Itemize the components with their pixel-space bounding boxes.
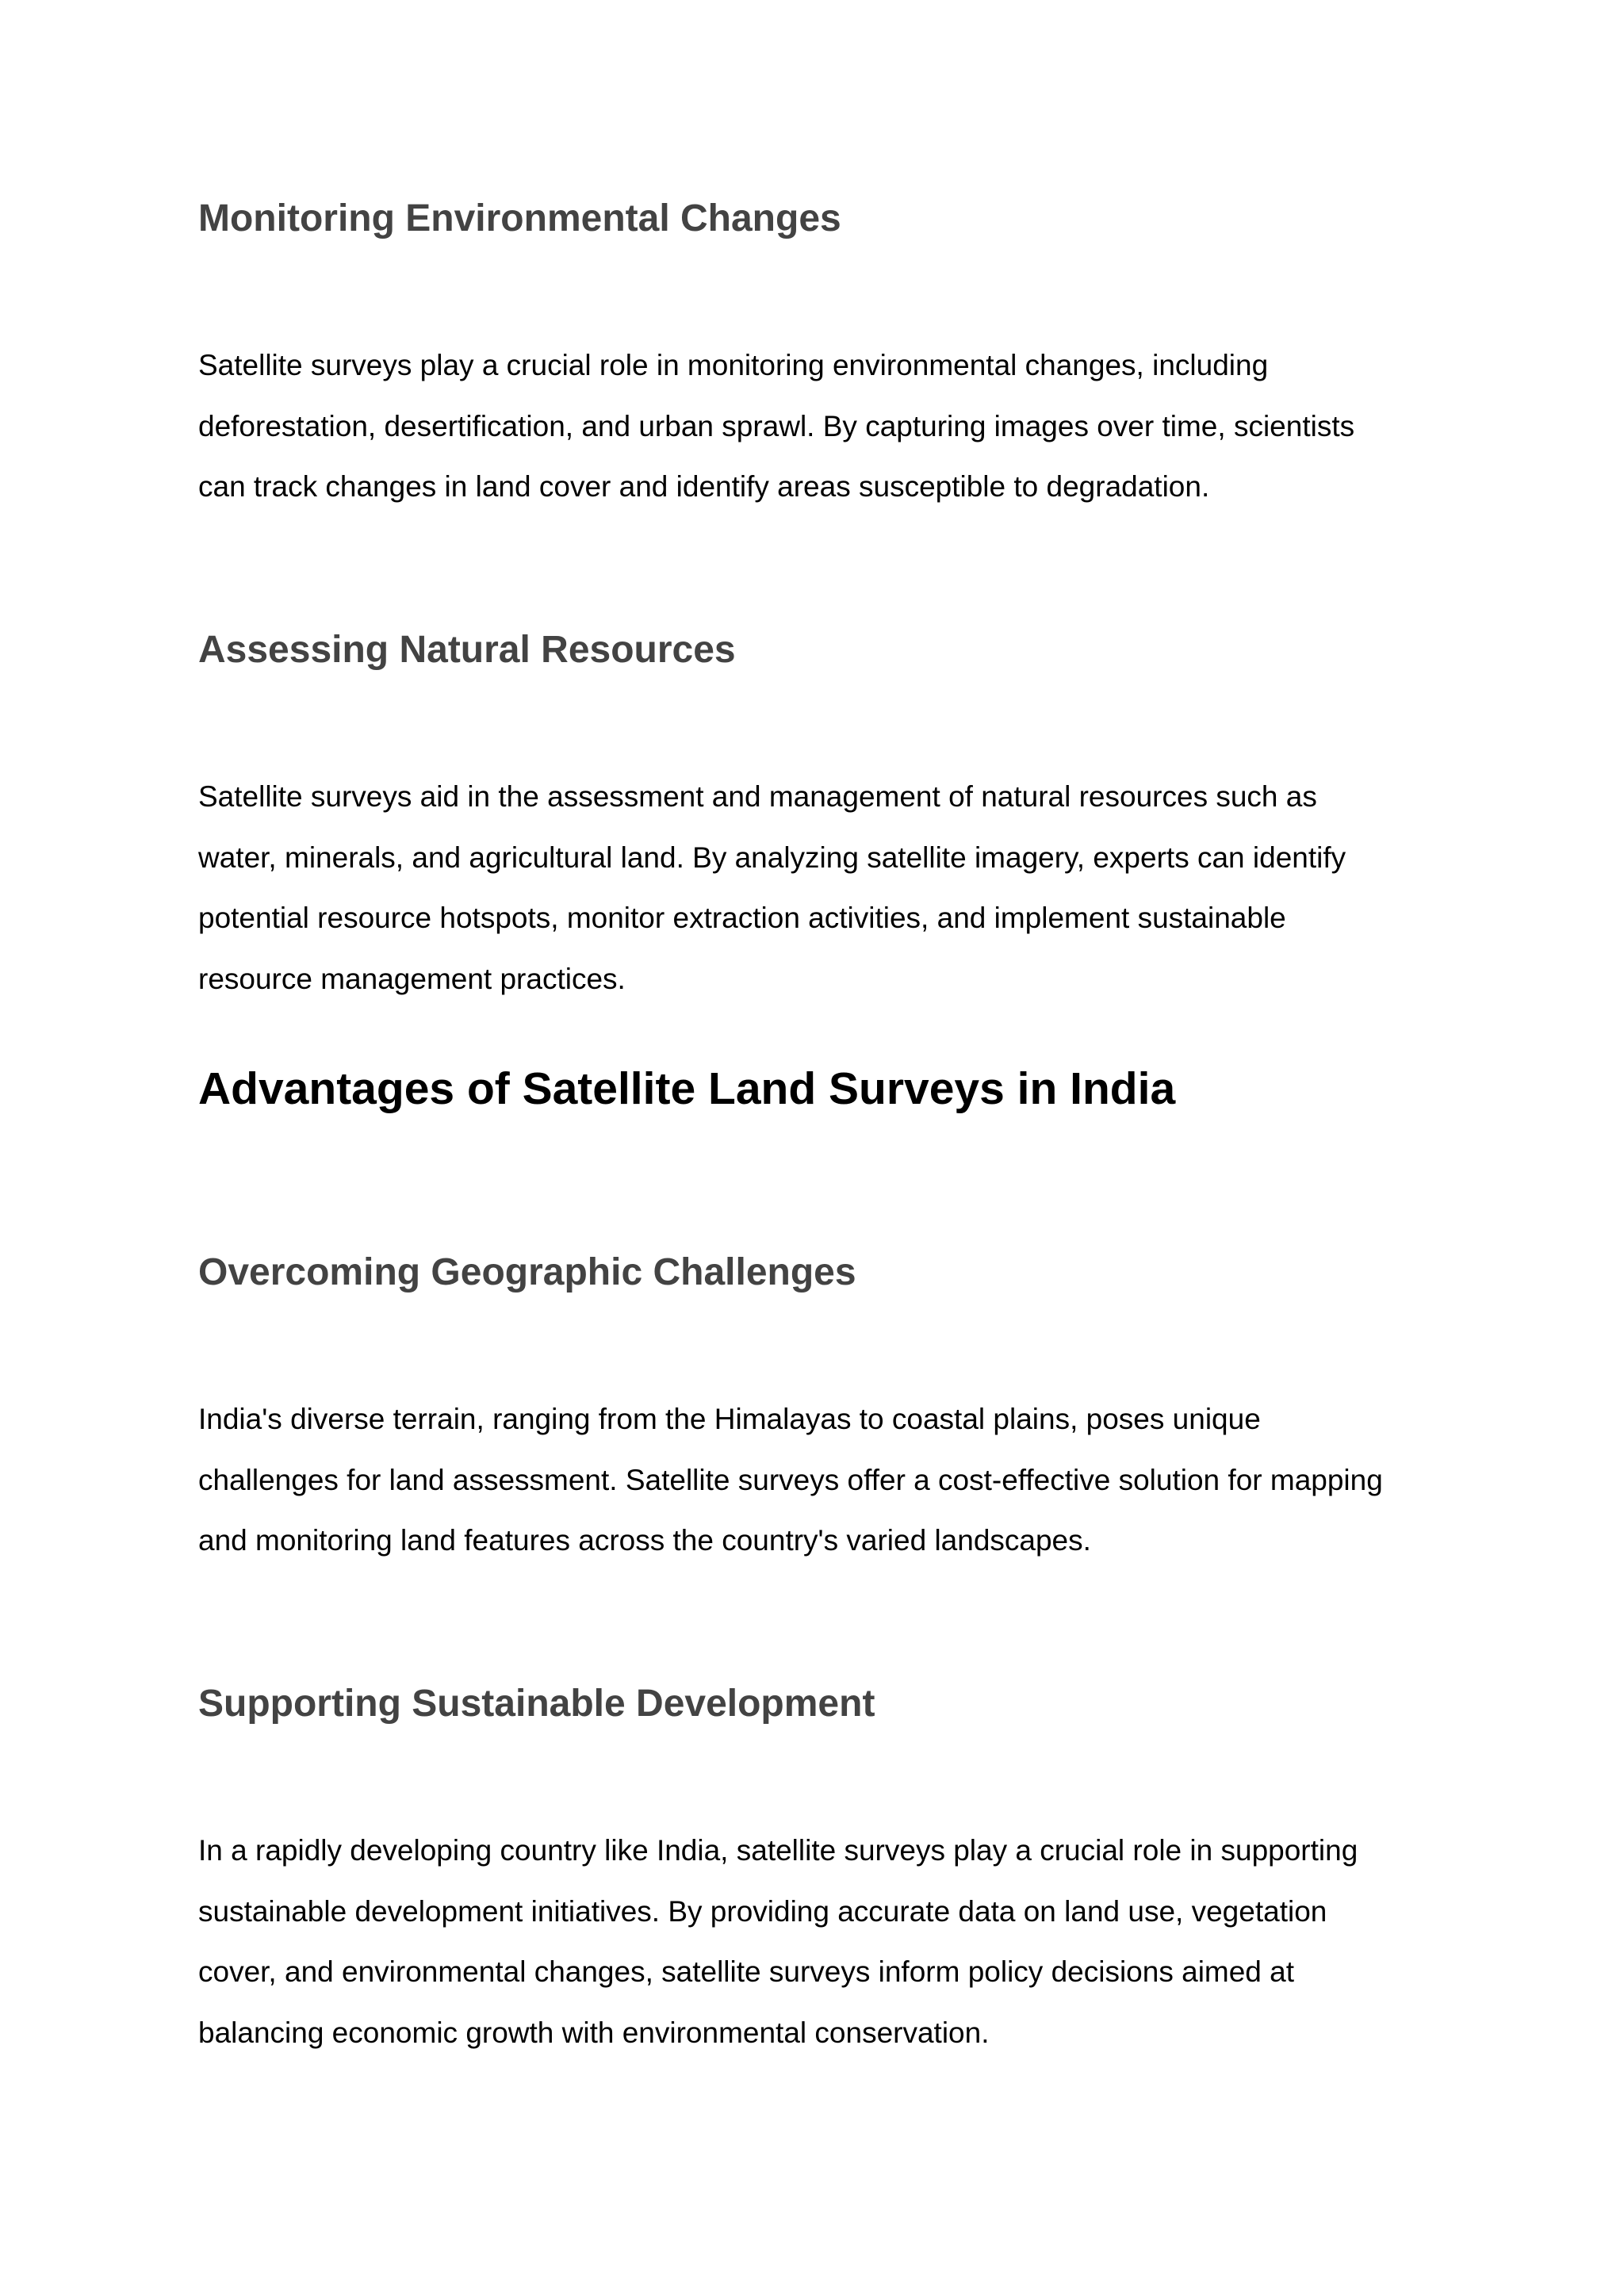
paragraph-line: water, minerals, and agricultural land. By analyzing satellite imagery, experts can identify	[198, 841, 1346, 874]
section-heading-sustainable: Supporting Sustainable Development	[198, 1683, 875, 1725]
paragraph-line: deforestation, desertification, and urban sprawl. By capturing images over time, scientists	[198, 409, 1355, 442]
paragraph-monitoring	[198, 335, 1354, 518]
paragraph-line: resource management practices.	[198, 962, 626, 995]
paragraph-geographic	[198, 1389, 1383, 1572]
paragraph-line: cover, and environmental changes, satellite surveys inform policy decisions aimed at	[198, 1955, 1295, 1988]
paragraph-line: challenges for land assessment. Satellite surveys offer a cost-effective solution for mapping	[198, 1463, 1383, 1496]
section-heading-monitoring: Monitoring Environmental Changes	[198, 197, 841, 239]
paragraph-line: balancing economic growth with environmental conservation.	[198, 2016, 990, 2049]
paragraph-line: Satellite surveys aid in the assessment and management of natural resources such as	[198, 780, 1317, 813]
paragraph-assessing	[198, 767, 1346, 1009]
paragraph-line: In a rapidly developing country like India, satellite surveys play a crucial role in supporting	[198, 1834, 1358, 1867]
paragraph-line: India's diverse terrain, ranging from the Himalayas to coastal plains, poses unique	[198, 1403, 1261, 1435]
section-heading-assessing: Assessing Natural Resources	[198, 629, 736, 671]
paragraph-line: can track changes in land cover and identify areas susceptible to degradation.	[198, 470, 1210, 503]
section-heading-geographic: Overcoming Geographic Challenges	[198, 1251, 856, 1293]
paragraph-line: potential resource hotspots, monitor extraction activities, and implement sustainable	[198, 902, 1286, 934]
paragraph-line: sustainable development initiatives. By providing accurate data on land use, vegetation	[198, 1894, 1327, 1928]
paragraph-line: Satellite surveys play a crucial role in monitoring environmental changes, including	[198, 349, 1269, 381]
paragraph-line: and monitoring land features across the country's varied landscapes.	[198, 1524, 1091, 1557]
main-heading: Advantages of Satellite Land Surveys in India	[198, 1063, 1176, 1114]
paragraph-sustainable	[198, 1821, 1358, 2063]
